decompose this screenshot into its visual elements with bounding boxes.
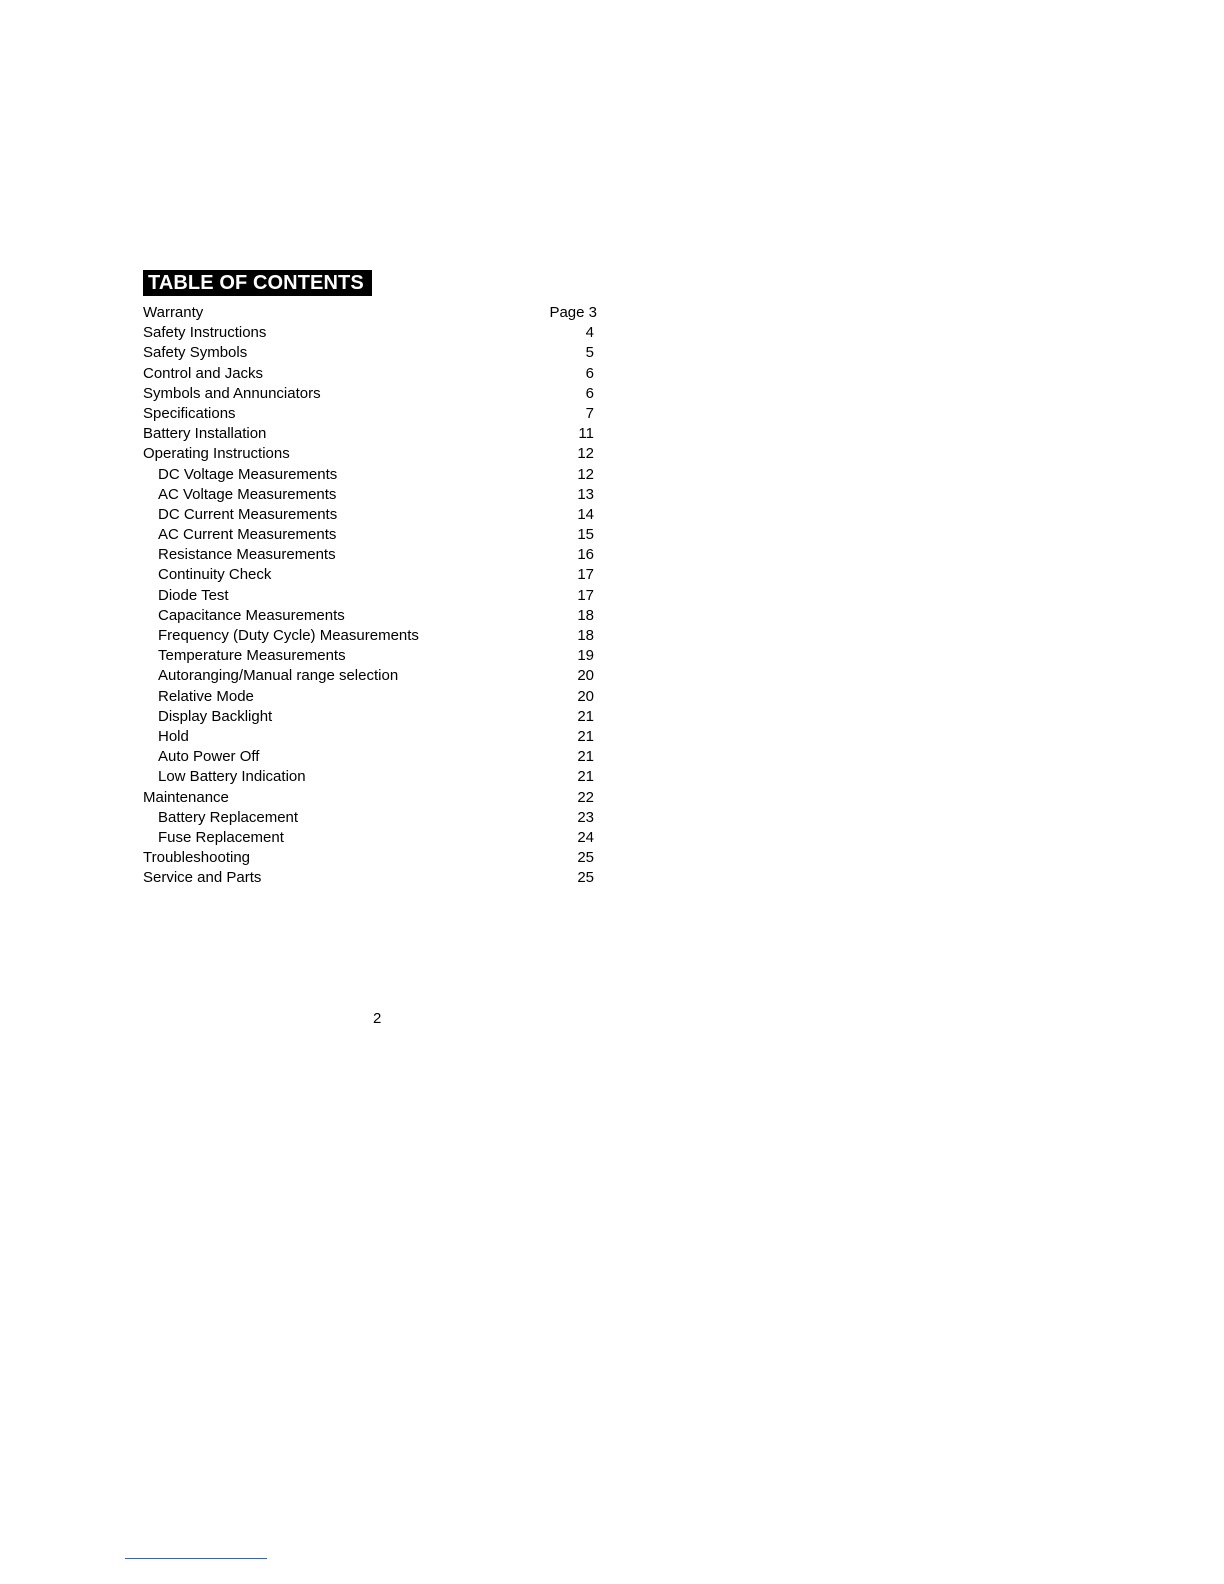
toc-entry-page: 7 [585, 404, 594, 422]
toc-entry [143, 545, 597, 565]
toc-entry-page: 17 [577, 566, 594, 584]
toc-entry [143, 424, 597, 444]
toc-entry-label: Safety Instructions [143, 324, 267, 342]
toc-entry-label: Specifications [143, 404, 236, 422]
toc-entry [143, 323, 597, 343]
toc-entry [143, 828, 597, 848]
page-number: 2 [373, 1010, 382, 1027]
toc-entry-page: 22 [577, 788, 594, 806]
toc-entry-page: 21 [577, 707, 594, 725]
toc-entry [143, 606, 597, 626]
toc-entry-label: Symbols and Annunciators [143, 384, 321, 402]
toc-entry-label: Low Battery Indication [158, 768, 306, 786]
toc-entry-page: 13 [577, 485, 594, 503]
toc-entry [143, 848, 597, 868]
toc-heading: TABLE OF CONTENTS [143, 270, 372, 296]
toc-entry [143, 747, 597, 767]
toc-entry [143, 343, 597, 363]
toc-entry-page: 25 [577, 869, 594, 887]
toc-entry-page: Page 3 [549, 304, 597, 321]
toc-entry-label: Relative Mode [158, 687, 254, 705]
toc-entry-label: Maintenance [143, 788, 229, 806]
toc-entry [143, 444, 597, 464]
toc-entry-page: 20 [577, 687, 594, 705]
toc-entry [143, 384, 597, 404]
toc-entry [143, 565, 597, 585]
toc-entry-page: 21 [577, 768, 594, 786]
toc-entry [143, 404, 597, 424]
toc-entry [143, 687, 597, 707]
toc-entry-label: Capacitance Measurements [158, 606, 345, 624]
toc-entry-page: 16 [577, 546, 594, 564]
toc-entry-label: Autoranging/Manual range selection [158, 667, 399, 685]
toc-entry [143, 525, 597, 545]
toc-entry-page: 23 [577, 808, 594, 826]
toc-entry-label: Battery Replacement [158, 808, 299, 826]
toc-entry-label: DC Current Measurements [158, 505, 338, 523]
toc-entry-label: Auto Power Off [158, 748, 260, 766]
toc-entry-page: 12 [577, 445, 594, 463]
toc-entry-page: 20 [577, 667, 594, 685]
toc-entry-label: Troubleshooting [143, 849, 251, 867]
toc-entry-page: 19 [577, 647, 594, 665]
toc-entry-label: Frequency (Duty Cycle) Measurements [158, 627, 419, 644]
toc-entry-page: 12 [577, 465, 594, 483]
toc-entry-page: 24 [577, 828, 594, 846]
toc-entry [143, 727, 597, 747]
toc-entry [143, 586, 597, 606]
toc-entry [143, 303, 597, 323]
toc-entry-page: 18 [577, 606, 594, 624]
toc-entry-page: 6 [585, 364, 594, 382]
toc-entry-label: Warranty [143, 304, 204, 321]
toc-entry-label: AC Current Measurements [158, 526, 337, 544]
toc-entry [143, 788, 597, 808]
toc-entry-label: Battery Installation [143, 425, 267, 443]
footer-rule [125, 1558, 267, 1559]
toc-entry-page: 18 [577, 627, 594, 644]
toc-entry [143, 626, 597, 646]
toc-entry-label: Hold [158, 727, 189, 745]
toc-entry-page: 15 [577, 526, 594, 544]
toc-entry [143, 485, 597, 505]
toc-entry [143, 666, 597, 686]
toc-entry [143, 808, 597, 828]
toc-entry-label: Temperature Measurements [158, 647, 346, 665]
toc-entry-label: DC Voltage Measurements [158, 465, 338, 483]
toc-entry [143, 868, 597, 888]
toc-entry [143, 767, 597, 787]
toc-entry-label: Continuity Check [158, 566, 272, 584]
toc-entry-label: Resistance Measurements [158, 546, 336, 564]
toc-entry-label: Service and Parts [143, 869, 262, 887]
toc-entry-page: 21 [577, 727, 594, 745]
toc-entry-label: AC Voltage Measurements [158, 485, 337, 503]
toc-entry [143, 364, 597, 384]
toc-entry [143, 707, 597, 727]
toc-list [143, 303, 597, 888]
toc-entry-page: 25 [577, 849, 594, 867]
toc-entry-page: 14 [577, 505, 594, 523]
toc-entry-label: Operating Instructions [143, 445, 290, 463]
toc-entry [143, 465, 597, 485]
toc-entry [143, 505, 597, 525]
toc-entry-page: 17 [577, 586, 594, 604]
toc-entry-page: 21 [577, 748, 594, 766]
toc-entry-label: Control and Jacks [143, 364, 264, 382]
toc-entry-page: 5 [585, 344, 594, 362]
toc-entry-label: Diode Test [158, 586, 229, 604]
toc-entry-page: 11 [578, 425, 594, 443]
toc-entry-label: Safety Symbols [143, 344, 248, 362]
toc-entry-label: Fuse Replacement [158, 828, 284, 846]
toc-entry [143, 646, 597, 666]
toc-entry-page: 6 [585, 384, 594, 402]
toc-entry-label: Display Backlight [158, 707, 273, 725]
toc-entry-page: 4 [585, 324, 594, 342]
